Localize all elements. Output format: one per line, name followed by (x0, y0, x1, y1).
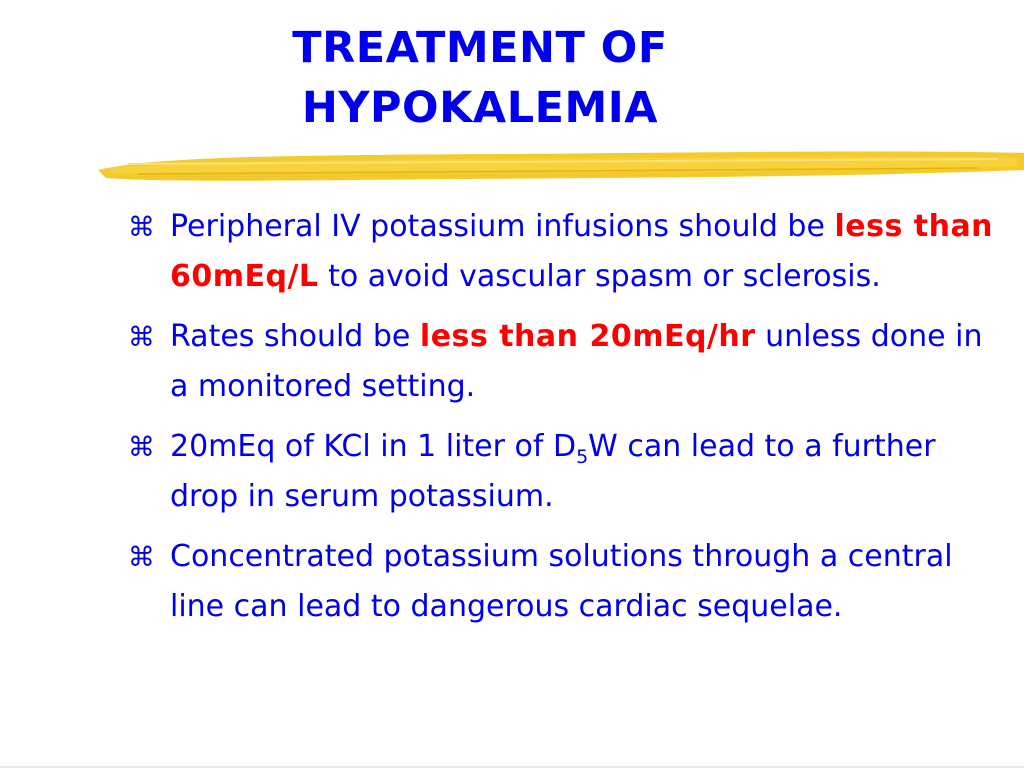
slide-title (150, 18, 810, 138)
bullet-item-4 (128, 532, 1008, 632)
bullet-3-text-end: W can lead to a further drop in serum potassium. (170, 429, 936, 514)
bullet-list (128, 202, 1008, 642)
bullet-3-subscript: 5 (576, 446, 589, 468)
title-line-2: HYPOKALEMIA (301, 83, 659, 133)
bullet-marker-icon: ⌘ (128, 212, 155, 243)
bullet-item-1 (128, 202, 1008, 302)
bullet-marker-icon: ⌘ (128, 542, 155, 573)
bullet-marker-icon: ⌘ (128, 432, 155, 463)
title-line-1: TREATMENT OF (292, 23, 668, 73)
yellow-brush-stroke-divider (98, 146, 1024, 188)
bullet-item-3 (128, 422, 1008, 522)
bullet-2-text-end: unless done in a monitored setting. (170, 319, 983, 404)
bullet-item-2 (128, 312, 1008, 412)
bullet-1-highlight: less than 60mEq/L (170, 209, 994, 294)
bullet-4-text: Concentrated potassium solutions through a central line can lead to dangerous cardiac sequelae. (170, 539, 953, 624)
bullet-marker-icon: ⌘ (128, 322, 155, 353)
bullet-2-text: Rates should be (170, 319, 420, 354)
bullet-1-text: Peripheral IV potassium infusions should be (170, 209, 835, 244)
bullet-2-highlight: less than 20mEq/hr (419, 319, 756, 354)
bullet-3-text: 20mEq of KCl in 1 liter of D (170, 429, 577, 464)
bullet-1-text-end: to avoid vascular spasm or sclerosis. (318, 259, 881, 294)
